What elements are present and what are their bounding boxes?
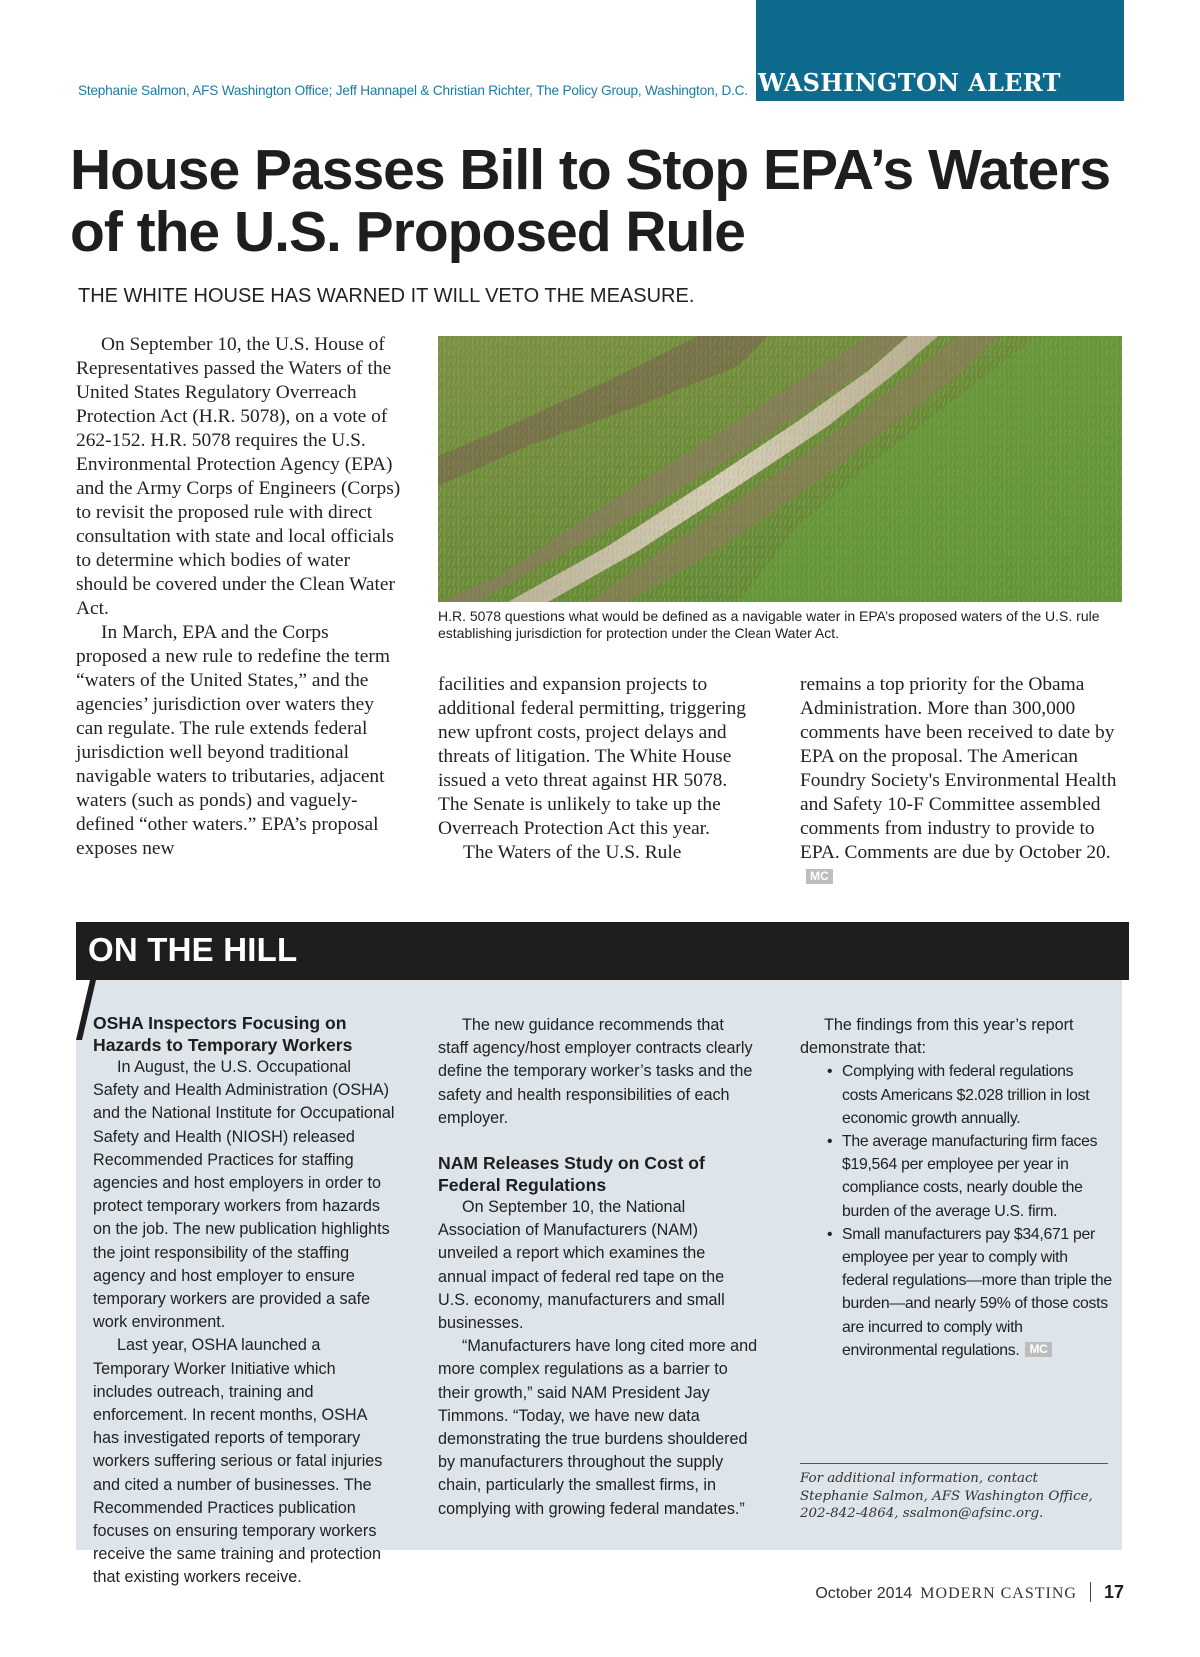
- photo-caption: H.R. 5078 questions what would be defined as a navigable water in EPA’s proposed waters of the U.S. rule establishing jurisdiction for protection under the Clean Water Act.: [438, 608, 1100, 641]
- bullet-icon: •: [827, 1225, 833, 1243]
- findings-list: [800, 1060, 1112, 1362]
- mc-end-badge: MC: [1025, 1342, 1051, 1357]
- story-paragraph: On September 10, the National Association of Manufacturers (NAM) unveiled a report which examines the annual impact of federal red tape on the U.S. economy, manufacturers and small businesses.: [438, 1198, 725, 1333]
- bullet-icon: •: [827, 1133, 833, 1151]
- contact-note: For additional information, contact Stephanie Salmon, AFS Washington Office, 202-842-4864, ssalmon@afsinc.org.: [800, 1471, 1093, 1521]
- page-footer: [800, 1582, 1124, 1603]
- hill-column-1: [93, 1012, 396, 1590]
- on-the-hill-bar: [76, 922, 1129, 980]
- article-paragraph: The Waters of the U.S. Rule: [463, 842, 682, 863]
- on-the-hill-title: ON THE HILL: [88, 931, 298, 968]
- footer-divider: [1090, 1582, 1091, 1602]
- byline: Stephanie Salmon, AFS Washington Office; Jeff Hannapel & Christian Richter, The Policy Group, Washington, D.C.: [78, 83, 748, 98]
- list-item-text: Small manufacturers pay $34,671 per employee per year to comply with federal regulations—more than triple the burden—and nearly 59% of those costs are incurred to comply with environmental regulations.: [842, 1225, 1112, 1359]
- section-tab: [756, 0, 1124, 101]
- list-item: [800, 1130, 1112, 1223]
- hill-column-3: [800, 1014, 1112, 1362]
- story-heading-osha: OSHA Inspectors Focusing on Hazards to Temporary Workers: [93, 1013, 353, 1055]
- bullet-icon: •: [827, 1063, 833, 1081]
- article-paragraph: facilities and expansion projects to additional federal permitting, triggering new upfront costs, project delays and threats of litigation. The White House issued a veto threat against HR 5078. The Senate is unlikely to take up the Overreach Protection Act this year.: [438, 674, 746, 839]
- list-item-text: Complying with federal regulations costs Americans $2.028 trillion in lost economic growth annually.: [842, 1063, 1090, 1127]
- article-paragraph: In March, EPA and the Corps proposed a new rule to redefine the term “waters of the United States,” and the agencies’ jurisdiction over waters they can regulate. The rule extends federal jurisdiction well beyond traditional navigable waters to tributaries, adjacent waters (such as ponds) and vaguely-defined “other waters.” EPA’s proposal exposes new: [76, 622, 390, 859]
- article-column-1: [76, 333, 402, 861]
- article-paragraph: On September 10, the U.S. House of Representatives passed the Waters of the United States Regulatory Overreach Protection Act (H.R. 5078), on a vote of 262-152. H.R. 5078 requires the U.S. Environmental Protection Agency (EPA) and the Army Corps of Engineers (Corps) to revisit the proposed rule with direct consultation with state and local officials to determine which bodies of water should be covered under the Clean Water Act.: [76, 334, 401, 619]
- page-number: 17: [1103, 1582, 1124, 1602]
- list-item: [800, 1060, 1112, 1130]
- mc-end-badge: MC: [806, 869, 833, 884]
- story-paragraph: Last year, OSHA launched a Temporary Worker Initiative which includes outreach, training and enforcement. In recent months, OSHA has investigated reports of temporary workers suffering serious or fatal injuries and cited a number of businesses. The Recommended Practices publication focuses on ensuring temporary workers receive the same training and protection that existing workers receive.: [93, 1336, 383, 1587]
- story-paragraph: In August, the U.S. Occupational Safety and Health Administration (OSHA) and the National Institute for Occupational Safety and Health (NIOSH) released Recommended Practices for staffing agencies and host employers in order to protect temporary workers from hazards on the job. The new publication highlights the joint responsibility of the staffing agency and host employer to ensure temporary workers are provided a safe work environment.: [93, 1058, 395, 1332]
- subheadline: THE WHITE HOUSE HAS WARNED IT WILL VETO THE MEASURE.: [78, 285, 695, 307]
- article-paragraph: [800, 673, 1128, 889]
- story-paragraph: The findings from this year’s report demonstrate that:: [800, 1016, 1074, 1058]
- publication-name: MODERN CASTING: [920, 1585, 1077, 1602]
- section-label: WASHINGTON ALERT: [758, 68, 1061, 97]
- story-heading-nam: NAM Releases Study on Cost of Federal Regulations: [438, 1153, 705, 1196]
- contact-divider: [800, 1463, 1108, 1464]
- issue-date: October 2014: [815, 1585, 913, 1602]
- article-column-3: [800, 673, 1128, 889]
- story-paragraph: The new guidance recommends that staff agency/host employer contracts clearly define the temporary worker’s tasks and the safety and health responsibilities of each employer.: [438, 1016, 753, 1127]
- list-item-text: The average manufacturing firm faces $19,564 per employee per year in compliance costs, nearly double the burden of the average U.S. firm.: [842, 1133, 1098, 1220]
- headline: House Passes Bill to Stop EPA’s Waters of the U.S. Proposed Rule: [70, 138, 1111, 264]
- list-item: [800, 1223, 1112, 1362]
- article-paragraph-text: remains a top priority for the Obama Administration. More than 300,000 comments have been received to date by EPA on the proposal. The American Foundry Society's Environmental Health and Safety 10-F Committee assembled comments from industry to provide to EPA. Comments are due by October 20.: [800, 674, 1117, 863]
- story-paragraph: “Manufacturers have long cited more and more complex regulations as a barrier to their growth,” said NAM President Jay Timmons. “Today, we have new data demonstrating the true burdens shouldered by manufacturers throughout the supply chain, particularly the smallest firms, in complying with growing federal mandates.”: [438, 1337, 758, 1518]
- drainage-ditch-photo: [438, 336, 1122, 602]
- hill-column-2: [438, 1014, 758, 1521]
- article-column-2: [438, 673, 760, 865]
